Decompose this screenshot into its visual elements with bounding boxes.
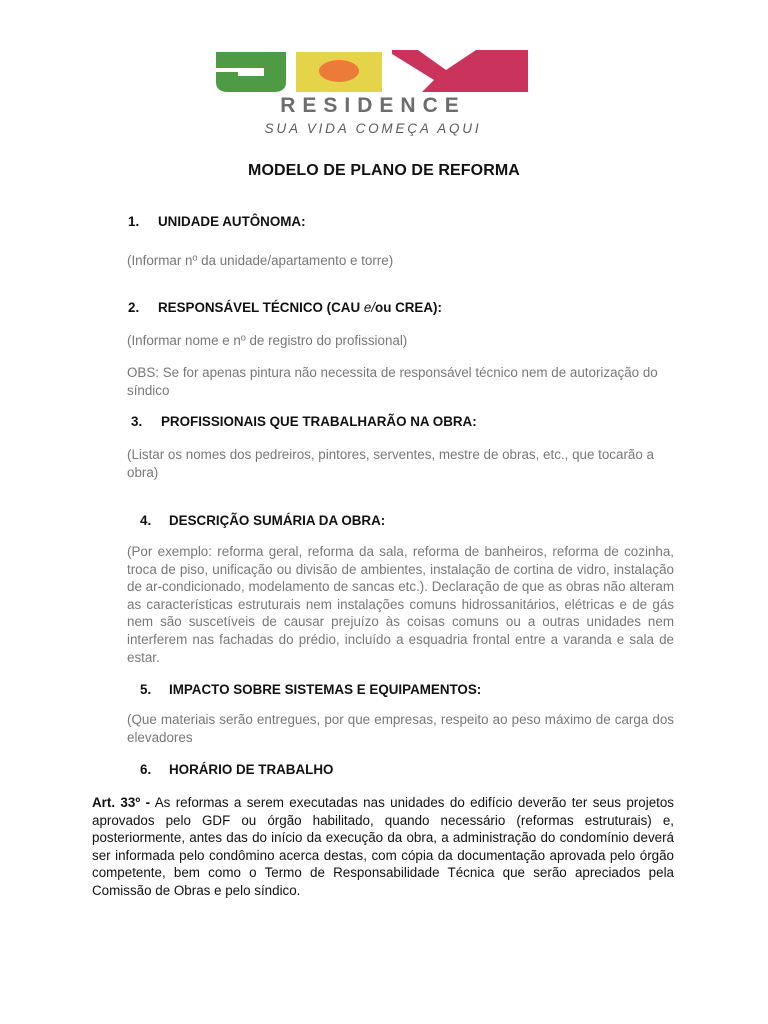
section-title: UNIDADE AUTÔNOMA: — [158, 214, 306, 229]
section-5-note: (Que materiais serão entregues, por que empresas, respeito ao peso máximo de carga dos elevadores — [127, 712, 674, 745]
section-5-heading — [140, 682, 481, 697]
section-title: PROFISSIONAIS QUE TRABALHARÃO NA OBRA: — [161, 414, 477, 429]
article-text: As reformas a serem executadas nas unidades do edifício deverão ter seus projetos aprovados pelo GDF ou órgão habilitado, quando necessário (reformas estruturais) e, posteriormente, antes das do início da execução da obra, a administração do condomínio deverá ser informada pelo condômino acerca destas, com cópia da documentação aprovada pelo órgão competente, bem como o Termo de Responsabilidade Técnica que serão apreciados pela Comissão de Obras e pelo síndico. — [92, 795, 675, 898]
section-2-heading — [128, 300, 442, 315]
document-title: MODELO DE PLANO DE REFORMA — [248, 162, 520, 179]
section-3-heading — [131, 414, 477, 429]
section-title-italic: e/ — [363, 300, 376, 315]
section-2-obs: OBS: Se for apenas pintura não necessita de responsável técnico nem de autorização do síndico — [127, 365, 658, 398]
section-number: 3. — [131, 414, 143, 429]
section-number: 2. — [128, 300, 140, 315]
section-number: 5. — [140, 682, 152, 697]
section-1-heading — [128, 214, 306, 229]
article-label: Art. 33º - — [92, 795, 151, 810]
section-1-note: (Informar nº da unidade/apartamento e torre) — [127, 253, 394, 268]
logo-residence-text: RESIDENCE — [280, 94, 466, 117]
section-number: 6. — [140, 762, 152, 777]
section-title-end: ou CREA): — [375, 300, 442, 315]
section-2-note: (Informar nome e nº de registro do profissional) — [127, 333, 408, 348]
section-title: HORÁRIO DE TRABALHO — [169, 762, 334, 777]
section-title-start: RESPONSÁVEL TÉCNICO (CAU — [158, 300, 364, 315]
section-4-note: (Por exemplo: reforma geral, reforma da sala, reforma de banheiros, reforma de cozinha, troca de piso, unificação ou divisão de ambientes, instalação de cortina de vidro, instalação de ar-condicionado, modelamento de sancas etc.). Declaração de que as obras não alteram as características estruturais nem instalações comuns hidrossanitários, elétricas e de gás nem são suscetíveis de causar prejuízo às coisas comuns ou a outras unidades nem interferem nas fachadas do prédio, incluído a esquadria frontal entre a varanda e sala de estar. — [127, 544, 674, 665]
article-33-paragraph — [92, 794, 674, 900]
section-3-note: (Listar os nomes dos pedreiros, pintores, serventes, mestre de obras, etc., que tocarão a obra) — [127, 447, 654, 480]
section-number: 4. — [140, 513, 152, 528]
section-6-heading — [140, 762, 333, 777]
section-title: IMPACTO SOBRE SISTEMAS E EQUIPAMENTOS: — [169, 682, 482, 697]
logo-tagline: SUA VIDA COMEÇA AQUI — [264, 121, 482, 136]
joy-residence-logo — [214, 46, 532, 136]
section-4-heading — [140, 513, 385, 528]
section-number: 1. — [128, 214, 140, 229]
logo-graphic — [214, 46, 532, 136]
section-title: DESCRIÇÃO SUMÁRIA DA OBRA: — [169, 513, 386, 528]
